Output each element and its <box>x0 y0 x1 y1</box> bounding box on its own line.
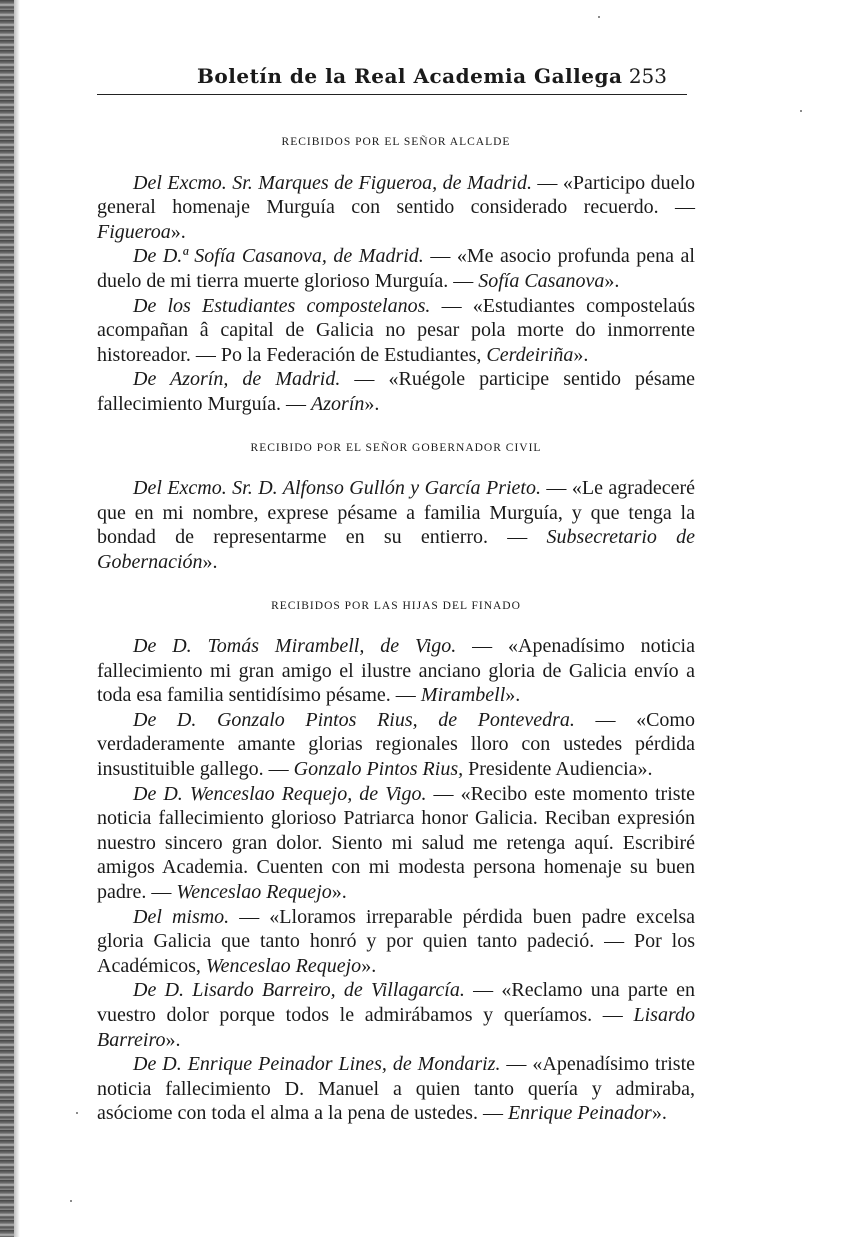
telegram-paragraph <box>97 905 695 979</box>
section-gobernador <box>97 436 695 575</box>
header-rule <box>97 94 687 95</box>
sender: De D. Enrique Peinador Lines, de Mondariz. <box>133 1053 501 1076</box>
message-end: ». <box>364 392 380 415</box>
message-text: — «Apenadísimo noticia fallecimiento mi gran amigo el ilustre anciano gloria de Galicia envío a toda esa familia sentidísimo pésame. — <box>97 635 695 707</box>
section-alcalde <box>97 130 695 417</box>
telegram-paragraph <box>97 476 695 574</box>
sender: De D.ª Sofía Casanova, de Madrid. <box>133 245 424 268</box>
message-text: — «Me asocio profunda pena al duelo de mi tierra muerte glorioso Murguía. — <box>97 245 695 292</box>
section-hijas <box>97 594 695 1126</box>
telegram-paragraph <box>97 782 695 905</box>
message-text: — «Le agradeceré que en mi nombre, exprese pésame a familia Murguía, y que tenga la bondad de representarme en su entierro. — <box>97 477 695 549</box>
message-end: ». <box>170 220 186 243</box>
message-text: — «Como verdaderamente amante glorias regionales lloro con ustedes pérdida insustituible gallego. — <box>97 708 695 781</box>
sender: De Azorín, de Madrid. <box>133 368 341 391</box>
section-heading: RECIBIDOS POR EL SEÑOR ALCALDE <box>281 136 511 148</box>
sender: Del Excmo. Sr. Marques de Figueroa, de Madrid. <box>133 171 532 194</box>
sender: De los Estudiantes compostelanos. <box>133 294 431 317</box>
page-body <box>97 130 695 1145</box>
message-text: — «Reclamo una parte en vuestro dolor porque todos le admirábamos y queríamos. — <box>97 979 695 1026</box>
section-heading: RECIBIDO POR EL SEÑOR GOBERNADOR CIVIL <box>250 441 542 454</box>
speck <box>76 1112 78 1114</box>
page-number: 253 <box>628 64 667 88</box>
signature: Wenceslao Requejo <box>205 954 362 977</box>
telegram-paragraph <box>97 1052 695 1126</box>
message-text: — «Estudiantes compostelaús acompañan â capital de Galicia no pesar pola morte do inmorrente historeador. — Po la Federación de Estudiantes, <box>97 294 695 366</box>
message-text: — «Apenadísimo triste noticia fallecimiento D. Manuel a quien tanto quería y admiraba, asóciome con toda el alma a la pena de ustedes. — <box>97 1053 695 1125</box>
running-header <box>97 62 687 96</box>
signature: Azorín <box>311 392 365 415</box>
speck <box>70 1200 72 1202</box>
message-text: — «Ruégole participe sentido pésame fallecimiento Murguía. — <box>97 368 695 415</box>
sender: Del mismo. <box>133 905 230 928</box>
sender: De D. Gonzalo Pintos Rius, de Pontevedra. <box>133 708 575 731</box>
signature: Cerdeiriña <box>486 343 574 366</box>
telegram-paragraph <box>97 294 695 368</box>
signature: Enrique Peinador <box>507 1102 652 1125</box>
sender: De D. Wenceslao Requejo, de Vigo. <box>133 782 427 805</box>
binding-shadow <box>14 0 20 1237</box>
telegram-paragraph <box>97 367 695 416</box>
speck <box>800 110 802 112</box>
message-text: — «Lloramos irreparable pérdida buen padre excelsa gloria Galicia que tanto honró y por quien tanto padeció. — Por los Académicos, <box>97 905 695 977</box>
section-heading: RECIBIDOS POR LAS HIJAS DEL FINADO <box>271 599 521 612</box>
signature: Mirambell <box>420 684 506 707</box>
message-end: ». <box>505 684 521 707</box>
message-end: ». <box>202 550 218 573</box>
message-end: ». <box>361 954 377 977</box>
journal-title: Boletín de la Real Academia Gallega <box>197 64 623 88</box>
signature: Sofía Casanova <box>478 269 605 292</box>
sender: Del Excmo. Sr. D. Alfonso Gullón y García Prieto. <box>133 477 541 500</box>
signature: Lisardo Barreiro <box>97 1004 695 1051</box>
message-end: ». <box>165 1028 181 1051</box>
signature: Gonzalo Pintos Rius, <box>293 758 464 781</box>
message-end: ». <box>573 343 589 366</box>
telegram-paragraph <box>97 244 695 293</box>
telegram-paragraph <box>97 978 695 1052</box>
sender: De D. Tomás Mirambell, de Vigo. <box>133 635 457 658</box>
telegram-paragraph <box>97 708 695 782</box>
message-end: ». <box>604 269 620 292</box>
message-end: ». <box>651 1102 667 1125</box>
signature: Figueroa <box>97 220 171 243</box>
message-text: — «Recibo este momento triste noticia fallecimiento glorioso Patriarca honor Galicia. Reciban expresión nuestro sincero gran dolor. Siento mi salud me retenga aquí. Escribiré amigos Academia. Cuenten con mi modesta persona homenaje su buen padre. — <box>97 782 695 904</box>
speck <box>598 16 600 18</box>
sender: De D. Lisardo Barreiro, de Villagarcía. <box>133 979 465 1002</box>
message-end: Presidente Audiencia». <box>463 758 653 781</box>
book-binding-edge <box>0 0 14 1237</box>
signature: Subsecretario de Gobernación <box>97 526 695 573</box>
message-text: — «Participo duelo general homenaje Murguía con sentido considerado recuerdo. — <box>97 171 695 219</box>
message-end: ». <box>331 881 347 904</box>
telegram-paragraph <box>97 171 695 245</box>
signature: Wenceslao Requejo <box>176 881 332 904</box>
telegram-paragraph <box>97 634 695 708</box>
